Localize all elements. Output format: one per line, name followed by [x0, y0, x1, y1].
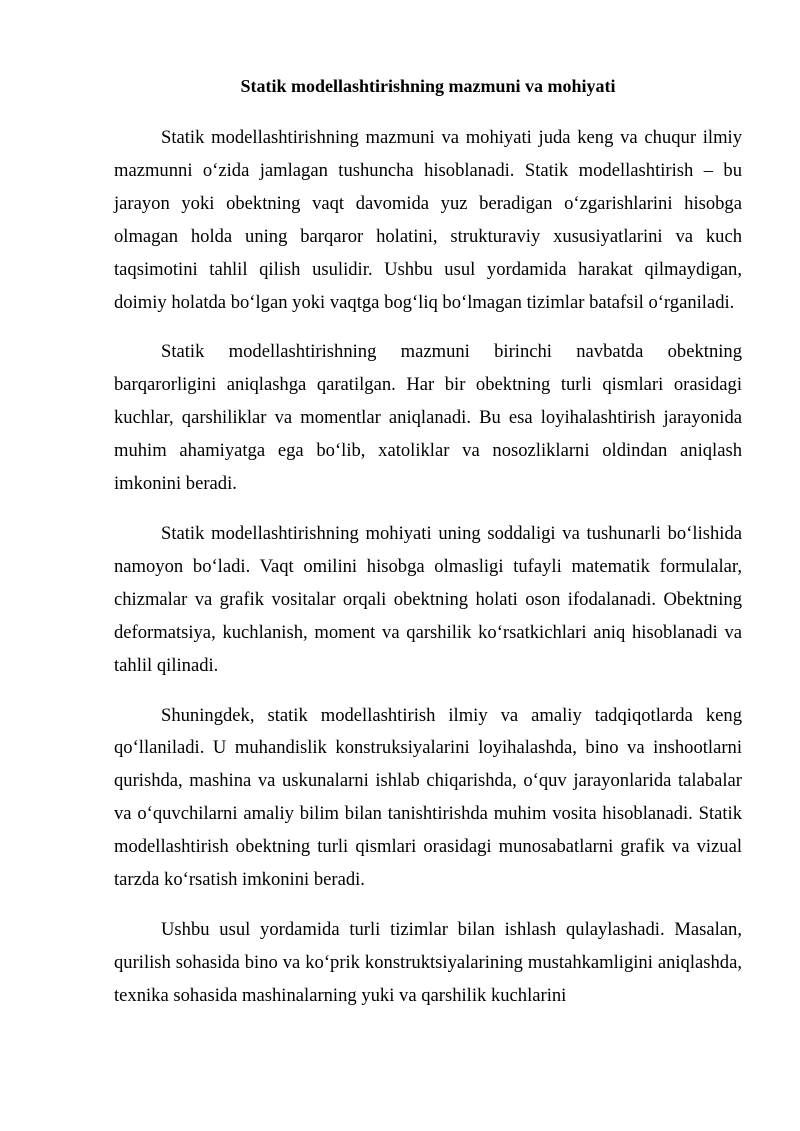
- paragraph: Ushbu usul yordamida turli tizimlar bilan ishlash qulaylashadi. Masalan, qurilish sohasida bino va ko‘prik konstruktsiyalarining mustahkamligini aniqlashda, texnika sohasida mashinalarning yuki va qarshilik kuchlarini: [114, 918, 742, 1006]
- document-title: Statik modellashtirishning mazmuni va mohiyati: [240, 76, 616, 96]
- paragraph: Statik modellashtirishning mazmuni birinchi navbatda obektning barqarorligini aniqlashga qaratilgan. Har bir obektning turli qismlari orasidagi kuchlar, qarshiliklar va momentlar aniqlanadi. Bu esa loyihalashtirish jarayonida muhim ahamiyatga ega bo‘lib, xatoliklar va nosozliklarni oldindan aniqlash imkonini beradi.: [114, 341, 742, 495]
- document-body: [114, 72, 742, 1030]
- paragraph: Statik modellashtirishning mazmuni va mohiyati juda keng va chuqur ilmiy mazmunni o‘zida jamlagan tushuncha hisoblanadi. Statik modellashtirish – bu jarayon yoki obektning vaqt davomida yuz beradigan o‘zgarishlarini hisobga olmagan holda uning barqaror holatini, strukturaviy xususiyatlarini va kuch taqsimotini tahlil qilish usulidir. Ushbu usul yordamida harakat qilmaydigan, doimiy holatda bo‘lgan yoki vaqtga bog‘liq bo‘lmagan tizimlar batafsil o‘rganiladi.: [114, 127, 742, 313]
- paragraph: Shuningdek, statik modellashtirish ilmiy va amaliy tadqiqotlarda keng qo‘llaniladi. U muhandislik konstruksiyalarini loyihalashda, bino va inshootlarni qurishda, mashina va uskunalarni ishlab chiqarishda, o‘quv jarayonlarida talabalar va o‘quvchilarni amaliy bilim bilan tanishtirishda muhim vosita hisoblanadi. Statik modellashtirish obektning turli qismlari orasidagi munosabatlarni grafik va vizual tarzda ko‘rsatish imkonini beradi.: [114, 704, 742, 891]
- paragraph: Statik modellashtirishning mohiyati uning soddaligi va tushunarli bo‘lishida namoyon bo‘ladi. Vaqt omilini hisobga olmasligi tufayli matematik formulalar, chizmalar va grafik vositalar orqali obektning holati oson ifodalanadi. Obektning deformatsiya, kuchlanish, moment va qarshilik ko‘rsatkichlari aniq hisoblanadi va tahlil qilinadi.: [114, 522, 742, 676]
